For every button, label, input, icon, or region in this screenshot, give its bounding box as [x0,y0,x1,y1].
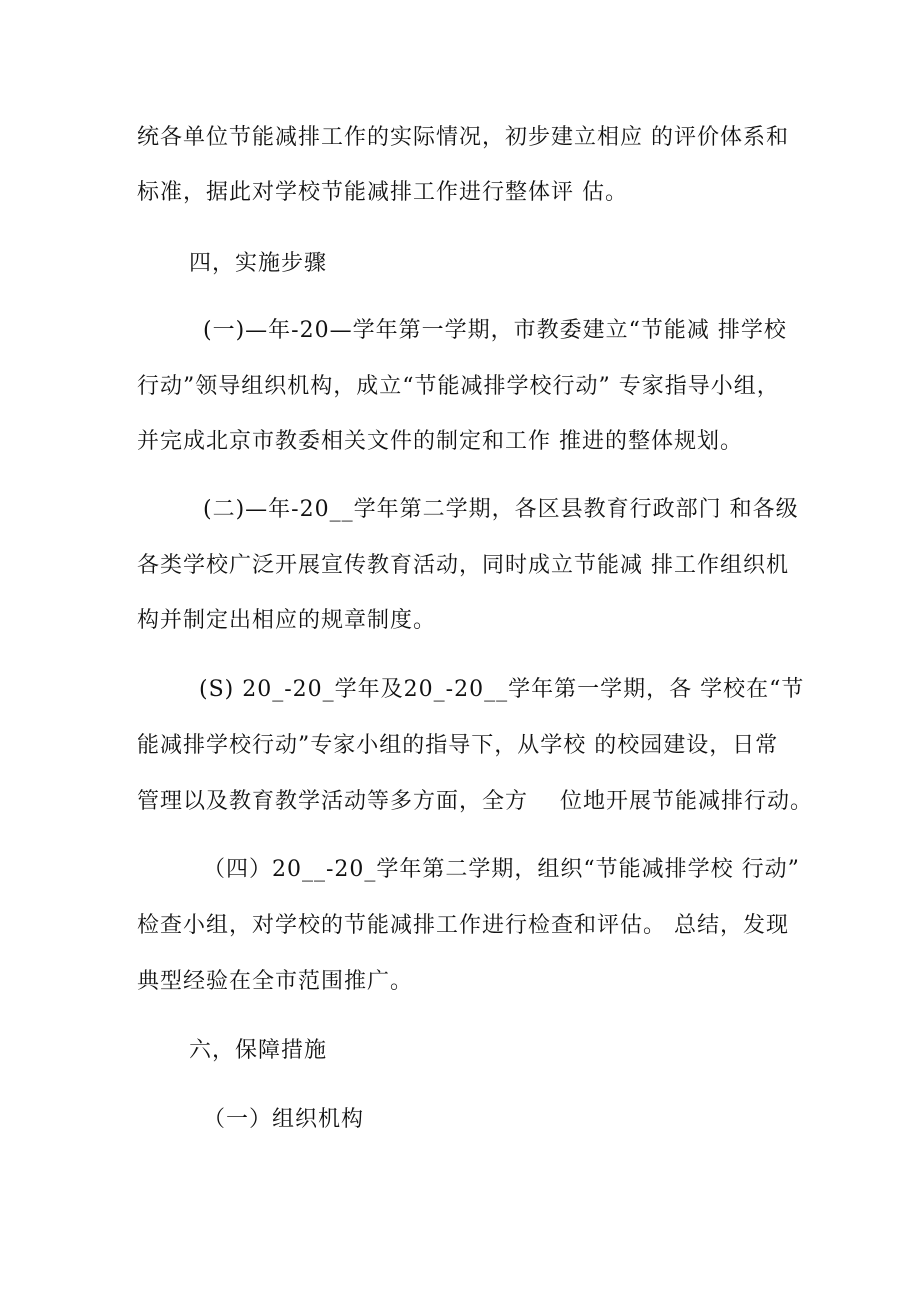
paragraph-line: 行动”领导组织机构，成立“节能减排学校行动” 专家指导小组， [137,374,780,399]
paragraph-line: 各类学校广泛开展宣传教育活动，同时成立节能减 排工作组织机 [137,553,789,578]
paragraph-line: （四）20__-20_学年第二学期，组织“节能减排学校 行动” [203,857,800,882]
paragraph-line: 管理以及教育教学活动等多方面，全方 位地开展节能减排行动。 [137,789,813,814]
paragraph-line: (二)—年-20__学年第二学期，各区县教育行政部门 和各级 [203,497,799,522]
subsection-heading: （一）组织机构 [203,1107,365,1132]
paragraph-line: 标准，据此对学校节能减排工作进行整体评 估。 [137,180,628,205]
paragraph-line: 统各单位节能减排工作的实际情况，初步建立相应 的评价体系和 [137,125,789,150]
paragraph-line: 并完成北京市教委相关文件的制定和工作 推进的整体规划。 [137,429,743,454]
section-heading: 四，实施步骤 [189,251,328,276]
paragraph-line: 构并制定出相应的规章制度。 [137,608,437,633]
paragraph-line: (S) 20_-20_学年及20_-20__学年第一学期，各 学校在“节 [199,677,805,702]
paragraph-line: (一)—年-20—学年第一学期，市教委建立“节能减 排学校 [203,318,787,343]
paragraph-line: 典型经验在全市范围推广。 [137,969,414,994]
paragraph-line: 检查小组，对学校的节能减排工作进行检查和评估。 总结，发现 [137,913,789,938]
paragraph-line: 能减排学校行动”专家小组的指导下，从学校 的校园建设，日常 [137,733,779,758]
section-heading: 六，保障措施 [189,1038,328,1063]
